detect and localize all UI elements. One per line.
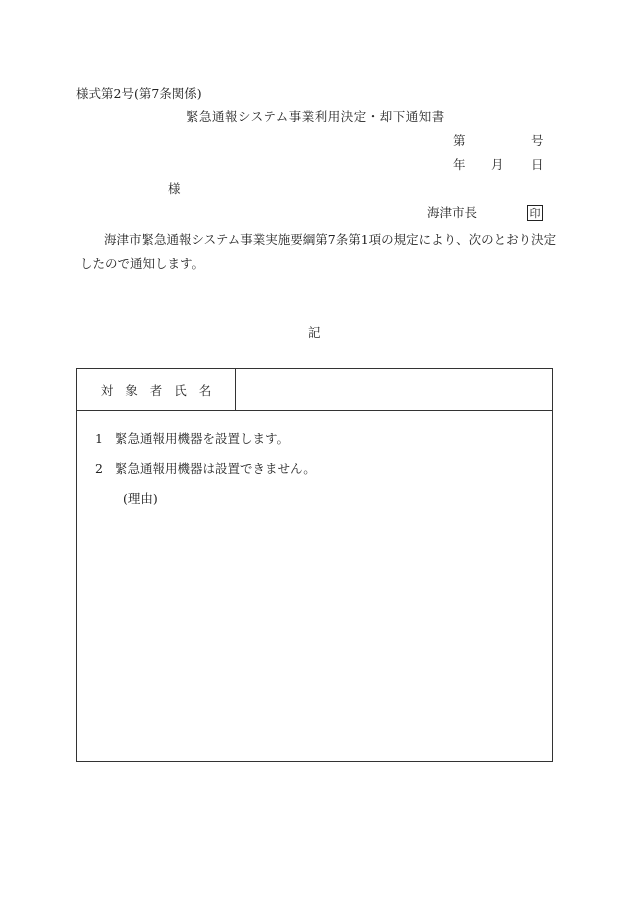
target-name-row: [77, 369, 552, 411]
form-number: 様式第2号(第7条関係): [76, 86, 202, 101]
date-day: 日: [531, 157, 544, 172]
note-heading: 記: [308, 325, 321, 340]
option-text: 緊急通報用機器は設置できません。: [115, 461, 316, 476]
document-number-line: [453, 135, 543, 148]
number-suffix: 号: [531, 133, 544, 148]
option-number: 2: [95, 461, 103, 476]
target-name-field[interactable]: [237, 369, 552, 410]
date-month: 月: [491, 157, 504, 172]
issuer-name: 海津市長: [427, 205, 478, 220]
option-text: 緊急通報用機器を設置します。: [115, 431, 290, 446]
target-name-label: 対象者氏名: [77, 369, 236, 410]
date-year: 年: [453, 157, 466, 172]
notice-table: [76, 368, 553, 762]
reason-field[interactable]: [123, 509, 532, 741]
option-number: 1: [95, 431, 103, 446]
addressee-suffix: 様: [168, 181, 181, 196]
number-prefix: 第: [453, 133, 466, 148]
body-text: 海津市緊急通報システム事業実施要綱第7条第1項の規定により、次のとおり決定したので通知します。: [80, 232, 557, 271]
option-not-install: [95, 459, 316, 477]
option-install: [95, 429, 289, 447]
seal-mark: 印: [527, 205, 543, 221]
document-title: 緊急通報システム事業利用決定・却下通知書: [186, 109, 445, 124]
date-line: [453, 159, 543, 172]
reason-label: (理由): [123, 491, 158, 506]
